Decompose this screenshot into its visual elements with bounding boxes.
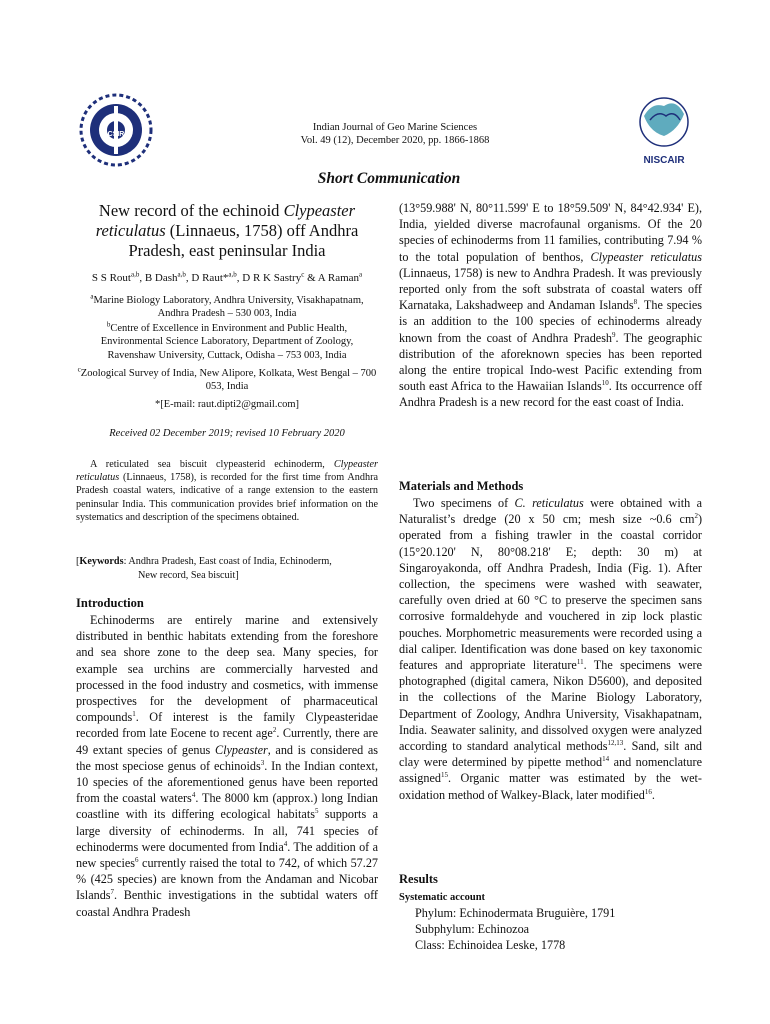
- introduction-continued: (13°59.988' N, 80°11.599' E to 18°59.509' N, 84°42.934' E), India, yielded diverse macrofaunal organisms. Of the 20 species of echinoderms from 11 families, contributing 7.94 % to the total population of benthos, Clypeaster reticulatus (Linnaeus, 1758) is new to Andhra Pradesh. It was previously reported only from the soft substrata of coastal waters off Karnataka, Lakshadweep and Andaman Islands$^8$. The species is an addition to the 100 species of echinoderms already known from the coast of Andhra Pradesh$^9$. The geographic distribution of the aforeknown species has been reported along the entire tropical Indo-west Pacific extending from south east Africa to the Hawaiian Islands$^{10}$. Its occurrence off Andhra Pradesh is a new record for the east coast of India.: [399, 201, 702, 410]
- article-title: New record of the echinoid Clypeaster reticulatus (Linnaeus, 1758) off Andhra Pradesh, east peninsular India: [95, 201, 359, 260]
- introduction-paragraph: Echinoderms are entirely marine and extensively distributed in benthic habitats extending from the foreshore and sea shore zone to the deep sea. Many species, for example sea urchins are commercially harvested and processed in the food industry and cosmetics, with immense prospectives for the development of pharmaceutical compounds$^1$. Of interest is the family Clypeasteridae recorded from late Eocene to recent age$^2$. Currently, there are 49 extant species of genus Clypeaster, and is considered as the most speciose genus of echinoids$^3$. In the Indian context, 10 species of the aforementioned genus have been reported from the coastal waters$^4$. The 8000 km (approx.) long Indian coastline with its differing ecological habitats$^5$ supports a large diversity of echinoderms. In all, 741 species of echinoderms were documented from India$^4$. The addition of a new species$^6$ currently raised the total to 742, of which 57.27 % (425 species) are known from the Andaman and Nicobar Islands$^7$. Benthic investigations in the subtidal waters off coastal Andhra Pradesh: [76, 613, 379, 919]
- corresponding-email: *[E-mail: raut.dipti2@gmail.com]: [154, 399, 300, 410]
- journal-volume: Vol. 49 (12), December 2020, pp. 1866-1868: [300, 135, 490, 146]
- affiliation-a: $^a$Marine Biology Laboratory, Andhra University, Visakhapatnam, Andhra Pradesh – 530 003, India: [90, 292, 364, 320]
- systematic-account-heading: Systematic account: [399, 892, 486, 903]
- affiliation-c: $^c$Zoological Survey of India, New Alipore, Kolkata, West Bengal – 700 053, India: [77, 365, 377, 393]
- journal-name: Indian Journal of Geo Marine Sciences: [312, 122, 478, 133]
- niscair-logo: [626, 90, 702, 170]
- author-list: S S Rout$^{a,b}$, B Dash$^{a,b}$, D Raut*$^{a,b}$, D R K Sastry$^c$ & A Raman$^a$: [91, 270, 363, 284]
- abstract: A reticulated sea biscuit clypeasterid echinoderm, Clypeaster reticulatus (Linnaeus, 1758), is recorded for the first time from Andhra Pradesh coastal waters, indicative of a range extension to the eastern peninsular India. This communication provides brief information on the systematics and description of the specimens obtained.: [76, 459, 378, 523]
- affiliation-b: $^b$Centre of Excellence in Environment and Public Health, Environmental Science Laboratory, Department of Zoology, Ravenshaw University, Cuttack, Odisha – 753 003, India: [100, 320, 354, 361]
- left-logo-text: CSIR: [107, 131, 125, 138]
- results-heading: Results: [399, 872, 438, 886]
- keywords: [Keywords: Andhra Pradesh, East coast of India, Echinoderm, New record, Sea biscuit]: [76, 556, 332, 581]
- phylum-line: Phylum: Echinodermata Bruguière, 1791: [415, 906, 616, 920]
- journal-header: [250, 121, 540, 147]
- right-logo-text: NISCAIR: [643, 155, 685, 166]
- methods-paragraph: Two specimens of C. reticulatus were obtained with a Naturalist’s dredge (20 x 50 cm; mesh size ~0.6 $cm^2$) operated from a fishing trawler in the coastal corridor (15°20.120' N, 80°08.218' E; depth: 30 m) at Singaroyakonda, off Andhra Pradesh, India (Fig. 1). After collection, the specimens were washed with seawater, carefully oven dried at 60 °C to preserve the specimen sans corrosive formaldehyde and vouchered in zip lock plastic pouches. Morphometric measurements were recorded using a dial caliper. Identification was done based on key taxonomic features and appropriate literature$^{11}$. The specimens were photographed (digital camera, Nikon D5600), and deposited in the collections of the Marine Biology Laboratory, Department of Zoology, Andhra University, Visakhapatnam, India. Seawater salinity, and dissolved oxygen were analyzed according to standard analytical methods$^{12,13}$. Sand, silt and clay were determined by pipette method$^{14}$ and nomenclature assigned$^{15}$. Organic matter was estimated by the wet-oxidation method of Walkey-Black, later modified$^{16}$.: [399, 496, 703, 802]
- methods-heading: Materials and Methods: [399, 479, 524, 493]
- section-heading: Short Communication: [317, 170, 461, 187]
- received-dates: Received 02 December 2019; revised 10 February 2020: [109, 428, 345, 439]
- subphylum-line: Subphylum: Echinozoa: [415, 922, 530, 936]
- csir-logo: [78, 92, 154, 168]
- class-line: Class: Echinoidea Leske, 1778: [415, 938, 566, 952]
- introduction-heading: Introduction: [76, 596, 144, 610]
